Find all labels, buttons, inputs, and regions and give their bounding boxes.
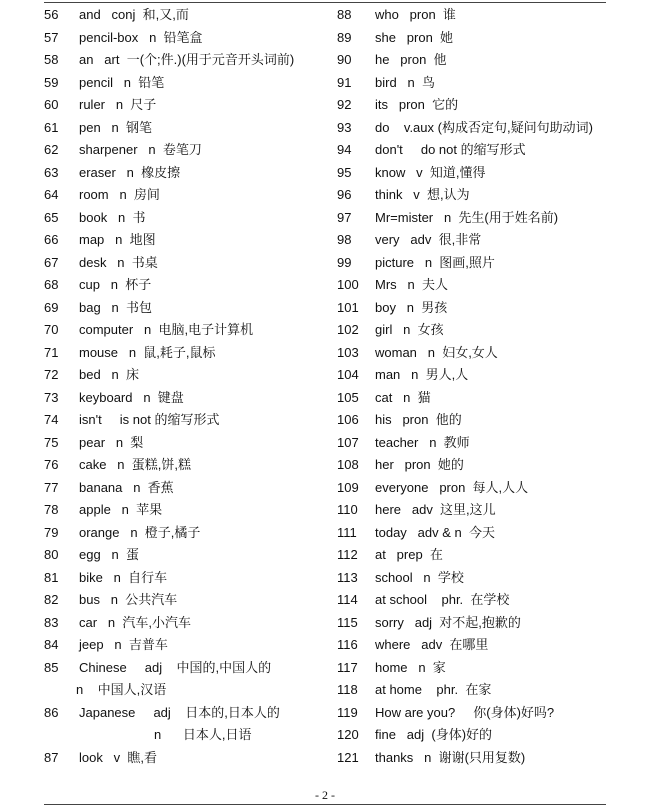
entry-text: his pron 他的 — [375, 412, 462, 427]
vocab-entry — [44, 274, 329, 297]
entry-text: here adv 这里,这儿 — [375, 502, 496, 517]
vocab-entry — [44, 432, 329, 455]
vocab-entry — [337, 117, 617, 140]
entry-text: Mrs n 夫人 — [375, 277, 448, 292]
entry-text: Mr=mister n 先生(用于姓名前) — [375, 209, 559, 225]
entry-text: ruler n 尺子 — [79, 97, 157, 112]
vocab-column-right — [337, 4, 617, 769]
entry-text: think v 想,认为 — [375, 187, 470, 202]
entry-text: where adv 在哪里 — [375, 637, 489, 652]
entry-text: girl n 女孩 — [375, 322, 444, 337]
vocab-entry — [337, 567, 617, 590]
entry-number: 100 — [337, 277, 359, 292]
entry-number: 74 — [44, 412, 59, 427]
vocab-entry — [337, 252, 617, 275]
entry-number: 94 — [337, 142, 352, 157]
vocab-entry — [44, 387, 329, 410]
vocab-entry — [337, 162, 617, 185]
entry-text: at home phr. 在家 — [375, 682, 492, 697]
entry-text: bag n 书包 — [79, 299, 152, 315]
vocab-entry — [337, 297, 617, 320]
vocab-entry — [44, 229, 329, 252]
entry-number: 106 — [337, 412, 359, 427]
top-rule — [44, 2, 606, 3]
vocab-entry — [337, 27, 617, 50]
entry-number: 97 — [337, 209, 352, 225]
entry-text: thanks n 谢谢(只用复数) — [375, 749, 526, 765]
entry-number: 63 — [44, 164, 59, 180]
entry-text: he pron 他 — [375, 52, 447, 67]
entry-number: 60 — [44, 97, 59, 112]
vocab-entry — [337, 477, 617, 500]
vocab-entry — [44, 522, 329, 545]
entry-number: 72 — [44, 367, 59, 382]
entry-number: 102 — [337, 322, 359, 337]
vocab-entry — [44, 477, 329, 500]
vocab-entry — [44, 117, 329, 140]
vocab-entry — [337, 612, 617, 635]
entry-text: Japanese adj 日本的,日本人的 — [79, 704, 280, 720]
entry-number: 89 — [337, 29, 352, 45]
vocab-entry — [44, 409, 329, 432]
entry-number: 84 — [44, 637, 59, 652]
entry-number: 103 — [337, 344, 359, 360]
vocab-entry — [337, 589, 617, 612]
entry-number: 115 — [337, 614, 358, 630]
entry-text: orange n 橙子,橘子 — [79, 524, 201, 540]
entry-text: banana n 香蕉 — [79, 479, 174, 495]
entry-number: 119 — [337, 704, 358, 720]
vocab-entry — [337, 229, 617, 252]
entry-number: 114 — [337, 592, 358, 607]
entry-text: picture n 图画,照片 — [375, 254, 495, 270]
vocab-entry — [337, 184, 617, 207]
entry-text: an art 一(个;件.)(用于元音开头词前) — [79, 52, 295, 67]
vocab-entry — [337, 432, 617, 455]
entry-number: 92 — [337, 97, 352, 112]
entry-number: 96 — [337, 187, 352, 202]
vocab-entry — [44, 342, 329, 365]
entry-text: mouse n 鼠,耗子,鼠标 — [79, 344, 216, 360]
entry-text: home n 家 — [375, 659, 446, 675]
vocab-entry — [44, 702, 329, 725]
vocab-entry — [337, 454, 617, 477]
entry-number: 117 — [337, 659, 358, 675]
entry-continuation: n 中国人,汉语 — [76, 682, 167, 697]
entry-number: 58 — [44, 52, 59, 67]
entry-text: its pron 它的 — [375, 97, 459, 112]
vocab-entry — [337, 387, 617, 410]
bottom-rule — [44, 804, 606, 805]
vocab-entry — [337, 207, 617, 230]
vocab-entry — [44, 567, 329, 590]
entry-number: 66 — [44, 232, 59, 247]
entry-text: pear n 梨 — [79, 434, 144, 450]
entry-number: 99 — [337, 254, 352, 270]
entry-text: cup n 杯子 — [79, 277, 152, 292]
entry-number: 98 — [337, 232, 352, 247]
entry-text: at prep 在 — [375, 547, 443, 562]
entry-text: map n 地图 — [79, 232, 156, 247]
vocab-entry — [337, 94, 617, 117]
entry-number: 112 — [337, 547, 358, 562]
entry-text: pencil n 铅笔 — [79, 74, 165, 90]
entry-text: keyboard n 键盘 — [79, 389, 184, 405]
vocab-entry — [44, 207, 329, 230]
entry-number: 73 — [44, 389, 59, 405]
vocab-entry — [337, 409, 617, 432]
entry-number: 62 — [44, 142, 59, 157]
entry-text: very adv 很,非常 — [375, 232, 482, 247]
page-number: - 2 - — [315, 788, 335, 802]
vocab-entry — [337, 499, 617, 522]
entry-text: at school phr. 在学校 — [375, 592, 510, 607]
vocab-entry — [44, 544, 329, 567]
entry-number: 59 — [44, 74, 59, 90]
vocab-entry — [44, 364, 329, 387]
entry-number: 67 — [44, 254, 59, 270]
entry-text: and conj 和,又,而 — [79, 7, 189, 22]
entry-text: fine adj (身体)好的 — [375, 727, 493, 742]
vocab-entry — [44, 72, 329, 95]
entry-number: 88 — [337, 7, 352, 22]
vocab-entry — [44, 27, 329, 50]
vocab-entry — [44, 252, 329, 275]
vocab-entry — [44, 747, 329, 770]
entry-text: pencil-box n 铅笔盒 — [79, 29, 203, 45]
vocab-entry — [337, 319, 617, 342]
vocab-entry — [44, 184, 329, 207]
entry-number: 80 — [44, 547, 59, 562]
entry-number: 118 — [337, 682, 358, 697]
entry-text: eraser n 橡皮擦 — [79, 164, 181, 180]
vocab-entry — [337, 342, 617, 365]
entry-number: 69 — [44, 299, 59, 315]
vocab-entry — [337, 544, 617, 567]
vocab-entry — [44, 499, 329, 522]
entry-text: isn't is not 的缩写形式 — [79, 412, 220, 427]
entry-number: 109 — [337, 479, 359, 495]
vocab-entry — [44, 454, 329, 477]
entry-text: her pron 她的 — [375, 457, 464, 472]
entry-text: today adv & n 今天 — [375, 524, 495, 540]
entry-text: cat n 猫 — [375, 389, 431, 405]
entry-text: apple n 苹果 — [79, 502, 163, 517]
vocab-entry — [337, 634, 617, 657]
entry-text: How are you? 你(身体)好吗? — [375, 704, 555, 720]
entry-number: 75 — [44, 434, 59, 450]
vocab-entry — [337, 274, 617, 297]
entry-number: 79 — [44, 524, 59, 540]
entry-text: sorry adj 对不起,抱歉的 — [375, 614, 521, 630]
entry-number: 56 — [44, 7, 59, 22]
vocab-entry — [44, 49, 329, 72]
entry-number: 108 — [337, 457, 359, 472]
entry-text: know v 知道,懂得 — [375, 164, 486, 180]
vocab-entry — [337, 139, 617, 162]
entry-number: 85 — [44, 659, 59, 675]
vocab-entry — [44, 297, 329, 320]
vocab-entry — [337, 4, 617, 27]
entry-number: 90 — [337, 52, 352, 67]
vocab-entry — [337, 49, 617, 72]
entry-text: egg n 蛋 — [79, 547, 139, 562]
entry-text: don't do not 的缩写形式 — [375, 142, 526, 157]
vocab-column-left — [44, 4, 329, 769]
entry-number: 95 — [337, 164, 352, 180]
entry-text: woman n 妇女,女人 — [375, 344, 498, 360]
entry-continuation: n 日本人,日语 — [154, 727, 252, 742]
entry-number: 78 — [44, 502, 59, 517]
entry-text: bed n 床 — [79, 367, 139, 382]
entry-text: cake n 蛋糕,饼,糕 — [79, 457, 191, 472]
entry-text: everyone pron 每人,人人 — [375, 479, 529, 495]
entry-number: 107 — [337, 434, 359, 450]
entry-number: 105 — [337, 389, 359, 405]
entry-text: desk n 书桌 — [79, 254, 158, 270]
entry-text: teacher n 教师 — [375, 434, 470, 450]
vocab-entry — [337, 702, 617, 725]
entry-text: boy n 男孩 — [375, 299, 448, 315]
entry-number: 86 — [44, 704, 59, 720]
entry-text: pen n 钢笔 — [79, 119, 152, 135]
entry-number: 64 — [44, 187, 59, 202]
vocab-entry — [44, 319, 329, 342]
vocab-entry — [44, 139, 329, 162]
vocab-entry — [337, 724, 617, 747]
entry-text: look v 瞧,看 — [79, 749, 158, 765]
entry-number: 111 — [337, 524, 357, 540]
entry-number: 81 — [44, 569, 59, 585]
entry-text: Chinese adj 中国的,中国人的 — [79, 659, 272, 675]
vocab-entry — [337, 657, 617, 680]
entry-text: car n 汽车,小汽车 — [79, 614, 191, 630]
entry-number: 70 — [44, 322, 59, 337]
entry-number: 101 — [337, 299, 359, 315]
entry-number: 83 — [44, 614, 59, 630]
entry-number: 87 — [44, 749, 59, 765]
vocab-entry — [44, 162, 329, 185]
vocab-entry — [44, 657, 329, 680]
entry-number: 121 — [337, 749, 359, 765]
entry-number: 76 — [44, 457, 59, 472]
entry-number: 110 — [337, 502, 358, 517]
entry-number: 77 — [44, 479, 59, 495]
entry-number: 93 — [337, 119, 352, 135]
entry-number: 116 — [337, 637, 358, 652]
entry-number: 71 — [44, 344, 59, 360]
entry-text: room n 房间 — [79, 187, 160, 202]
entry-text: man n 男人,人 — [375, 367, 469, 382]
entry-text: book n 书 — [79, 209, 146, 225]
entry-number: 68 — [44, 277, 59, 292]
vocab-entry — [337, 364, 617, 387]
vocab-entry — [337, 72, 617, 95]
entry-number: 57 — [44, 29, 59, 45]
entry-text: computer n 电脑,电子计算机 — [79, 322, 254, 337]
entry-text: bird n 鸟 — [375, 74, 435, 90]
entry-text: do v.aux (构成否定句,疑问句助动词) — [375, 119, 593, 135]
entry-text: she pron 她 — [375, 29, 454, 45]
vocab-entry — [337, 747, 617, 770]
vocab-entry — [44, 634, 329, 657]
entry-text: sharpener n 卷笔刀 — [79, 142, 202, 157]
vocab-entry — [44, 589, 329, 612]
entry-number: 65 — [44, 209, 59, 225]
entry-number: 104 — [337, 367, 359, 382]
entry-number: 120 — [337, 727, 359, 742]
entry-number: 61 — [44, 119, 59, 135]
vocab-entry — [44, 4, 329, 27]
entry-number: 82 — [44, 592, 59, 607]
vocab-entry — [337, 522, 617, 545]
entry-number: 113 — [337, 569, 358, 585]
vocab-entry — [44, 94, 329, 117]
entry-text: bike n 自行车 — [79, 569, 168, 585]
entry-text: jeep n 吉普车 — [79, 637, 168, 652]
entry-text: who pron 谁 — [375, 7, 456, 22]
vocab-entry — [337, 679, 617, 702]
entry-text: bus n 公共汽车 — [79, 592, 178, 607]
entry-number: 91 — [337, 74, 352, 90]
vocab-entry — [44, 612, 329, 635]
entry-text: school n 学校 — [375, 569, 464, 585]
